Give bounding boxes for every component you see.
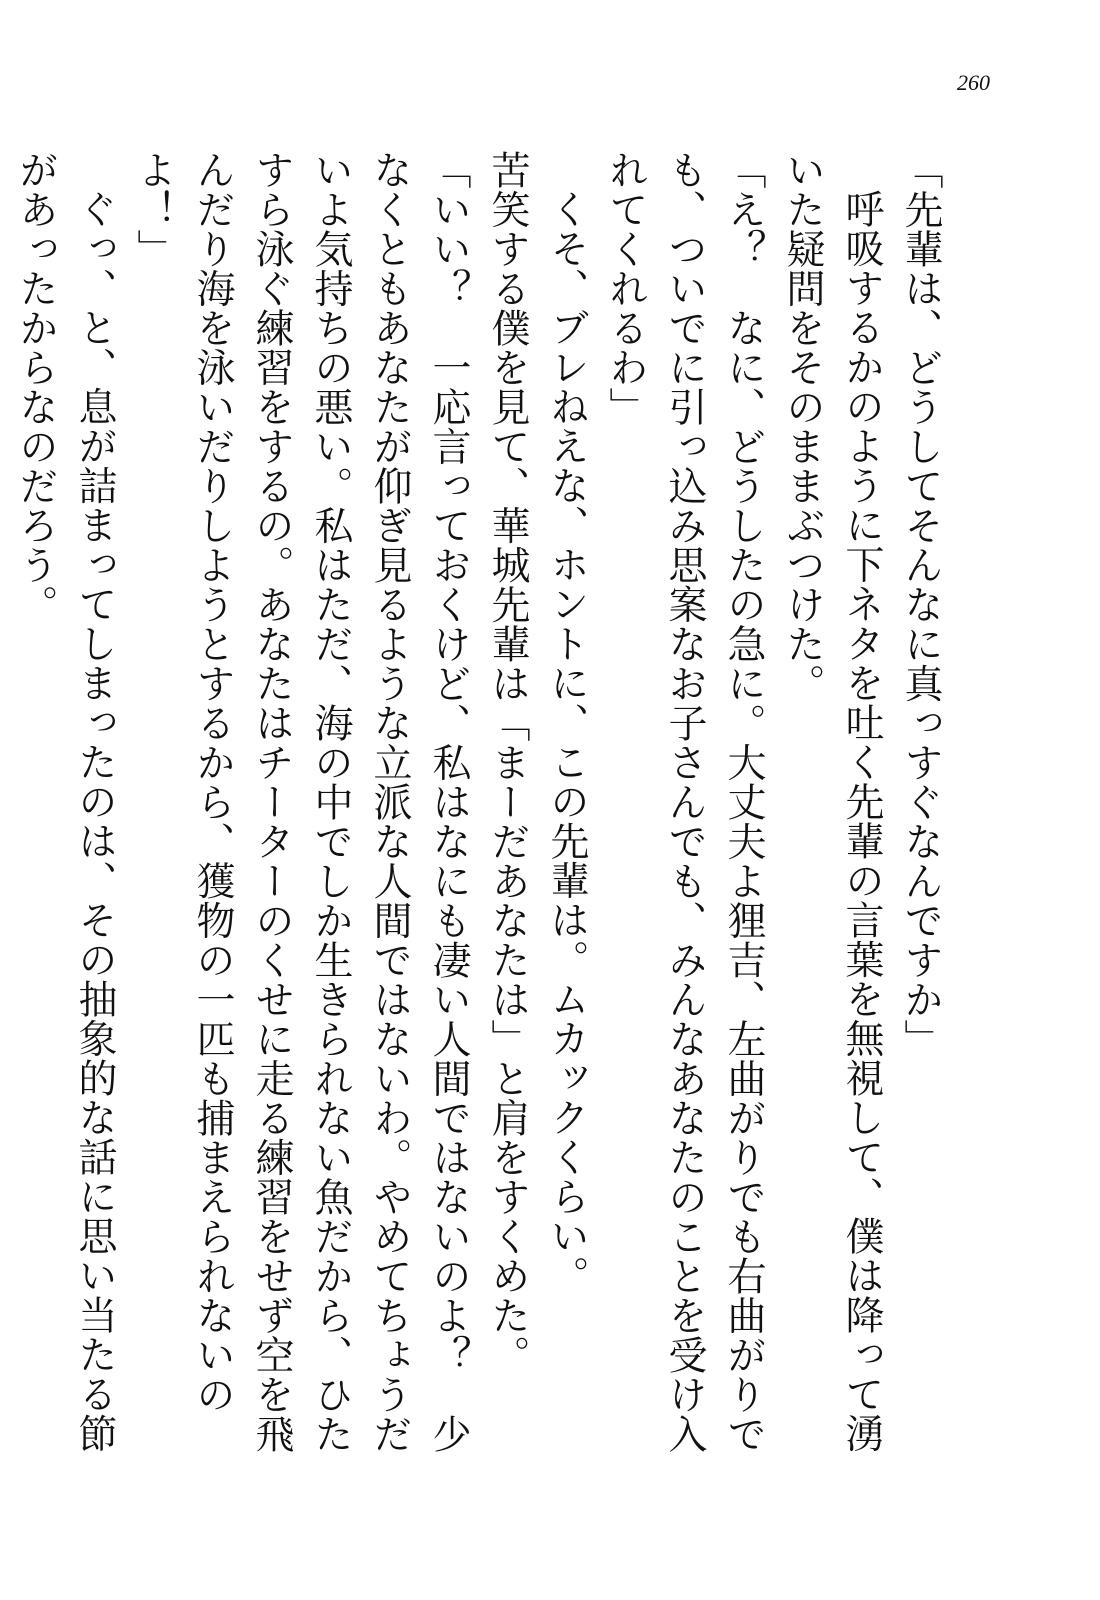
paragraph — [0, 150, 6, 1470]
paragraph: 「先輩は、どうしてそんなに真っすぐなんですか」 — [898, 150, 943, 1059]
page-number: 260 — [957, 70, 990, 95]
paragraph: 「いい？ 一応言っておくけど、私はなにも凄い人間ではないのよ？ 少なくともあなたが仰ぎ見るような立派な人間ではないわ。やめてちょうだいよ気持ちの悪い。私はただ、海の中でしか生きられない魚だから、ひたすら泳ぐ練習をするの。あなたはチーターのくせに走る練習をせず空を飛んだり海を泳いだりしようとするから、獲物の一匹も捕まえられないのよ！」 — [131, 150, 471, 1454]
paragraph: 苦笑する僕を見て、華城先輩は「まーだあなたは」と肩をすくめた。 — [485, 150, 530, 1375]
paragraph: 「え？ なに、どうしたの急に。大丈夫よ狸吉、左曲がりでも右曲がりでも、ついでに引っ込み思案なお子さんでも、みんなあなたのことを受け入れてくれるわ」 — [603, 150, 766, 1454]
paragraph: ぐっ、と、息が詰まってしまったのは、その抽象的な話に思い当たる節があったからなのだろう。 — [13, 150, 117, 1453]
paragraph: くそ、ブレねえな、ホントに、この先輩は。ムカックくらい。 — [544, 189, 589, 1295]
vertical-text-body — [13, 150, 950, 1470]
paragraph: 呼吸するかのように下ネタを吐く先輩の言葉を無視して、僕は降って湧いた疑問をそのままぶつけた。 — [780, 150, 884, 1453]
